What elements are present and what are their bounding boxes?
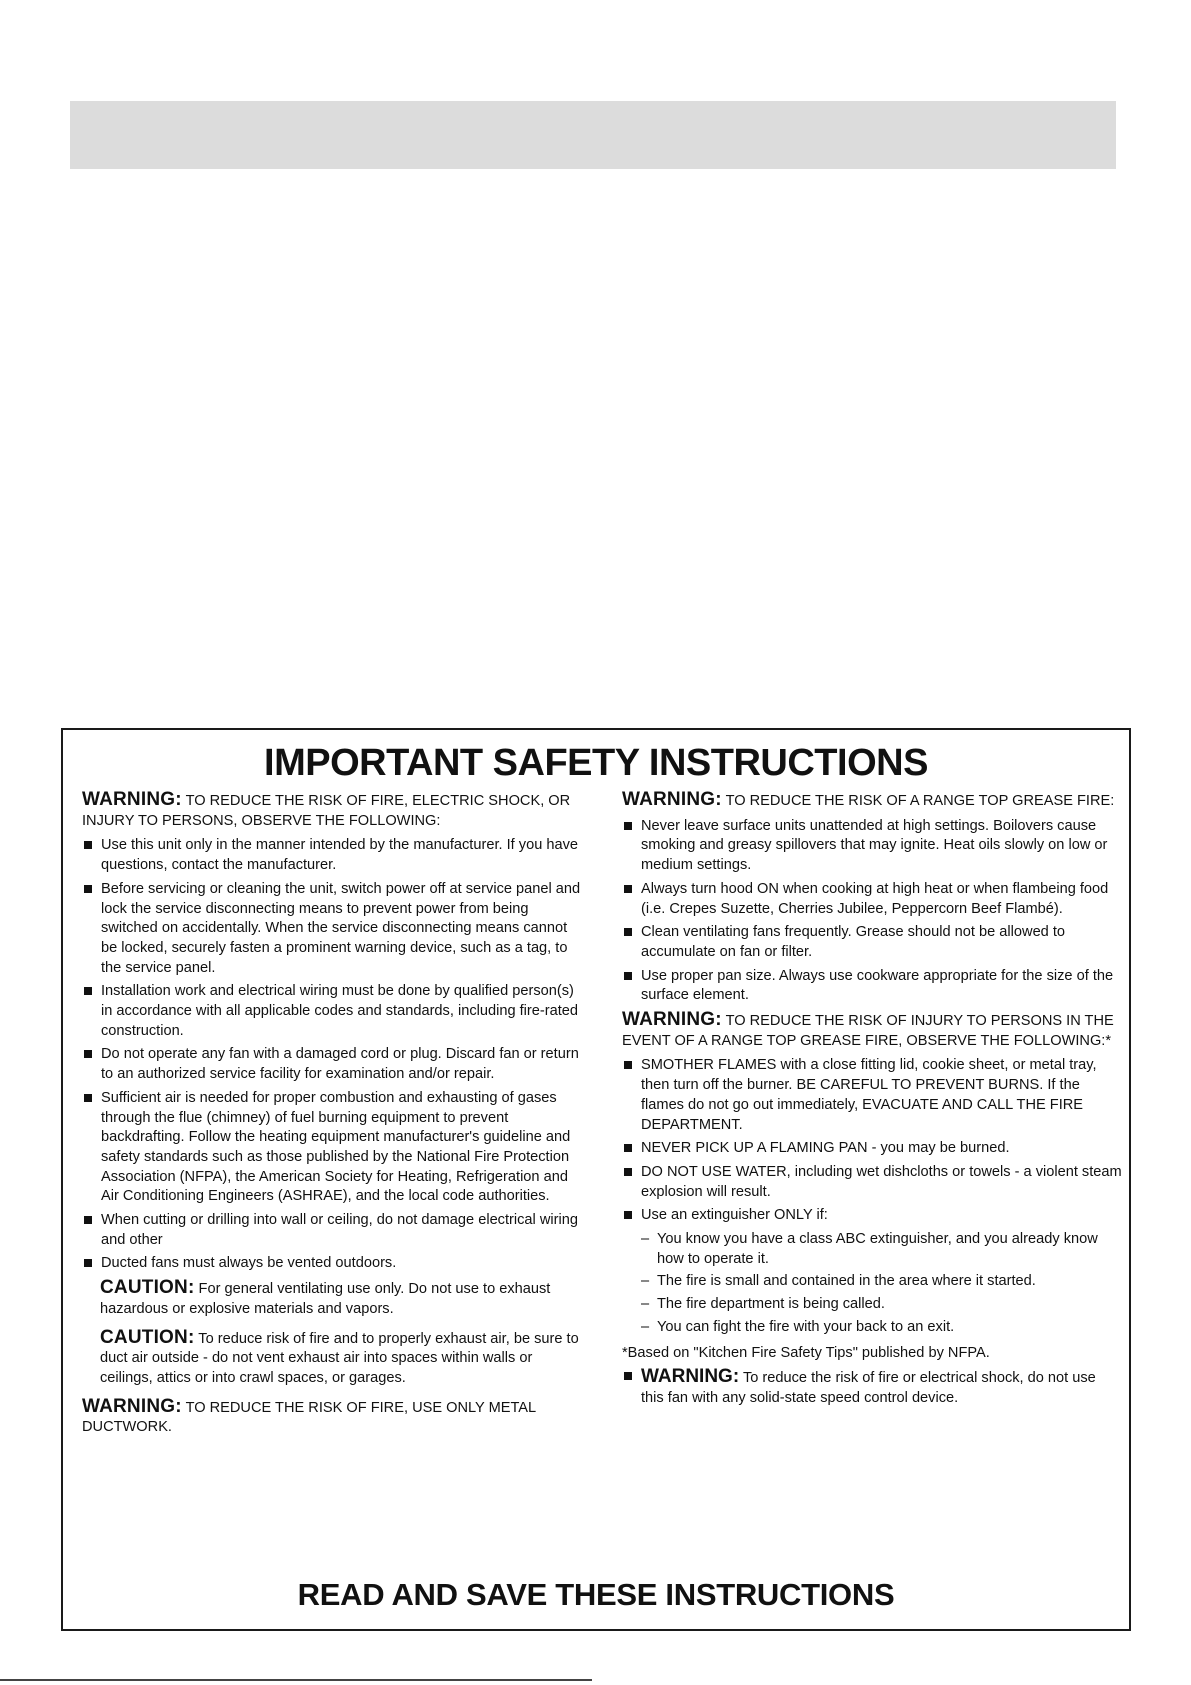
list-item [82,1045,582,1084]
list-item-text: NEVER PICK UP A FLAMING PAN - you may be burned. [641,1140,1010,1157]
square-bullet-icon [624,822,632,830]
sub-list-item [641,1272,1122,1292]
square-bullet-icon [624,928,632,936]
warning-label: WARNING: [622,789,722,810]
list-item-text: Ducted fans must always be vented outdoors. [101,1255,397,1272]
square-bullet-icon [84,1216,92,1224]
sub-list-item-text: The fire is small and contained in the area where it started. [657,1273,1036,1290]
list-item [622,1163,1122,1202]
dash-icon: – [641,1273,650,1290]
footer-rule [0,1679,592,1681]
square-bullet-icon [624,1144,632,1152]
sub-list-item [641,1318,1122,1338]
warning-text: To reduce the risk of fire or electrical shock, do not use this fan with any solid-state speed control device. [641,1370,1096,1406]
injury-warning [622,1010,1122,1051]
list-item-text: DO NOT USE WATER, including wet dishcloths or towels - a violent steam explosion will result. [641,1163,1122,1200]
sub-list-item-text: You know you have a class ABC extinguisher, and you already know how to operate it. [657,1231,1098,1267]
extinguisher-conditions [641,1230,1122,1338]
sub-list-item [641,1295,1122,1315]
dash-icon: – [641,1296,650,1313]
square-bullet-icon [624,1372,632,1380]
list-item [622,1206,1122,1226]
list-item-text: Before servicing or cleaning the unit, switch power off at service panel and lock the service disconnecting means to prevent power from being switched on accidentally. When the service disconnecting means cannot be locked, securely fasten a prominent warning device, such as a tag, to the service panel. [101,880,581,976]
warning-text: TO REDUCE THE RISK OF INJURY TO PERSONS IN THE EVENT OF A RANGE TOP GREASE FIRE, OBSERVE THE FOLLOWING:* [622,1013,1114,1049]
right-column [622,790,1122,1413]
square-bullet-icon [84,1259,92,1267]
warning-label: WARNING: [622,1009,722,1031]
list-item [82,836,582,875]
list-item [622,1139,1122,1159]
square-bullet-icon [84,987,92,995]
list-item [622,817,1122,876]
list-item [622,923,1122,962]
dash-icon: – [641,1318,650,1335]
nfpa-footnote: *Based on "Kitchen Fire Safety Tips" published by NFPA. [622,1344,990,1361]
square-bullet-icon [84,1050,92,1058]
list-item-text: Use proper pan size. Always use cookware appropriate for the size of the surface element. [641,967,1114,1004]
square-bullet-icon [624,1061,632,1069]
caution-text: For general ventilating use only. Do not use to exhaust hazardous or explosive materials and vapors. [100,1281,551,1317]
list-item-text: Always turn hood ON when cooking at high heat or when flambeing food (i.e. Crepes Suzette, Cherries Jubilee, Peppercorn Beef Flambé). [641,880,1109,917]
shock-warning-item [622,1367,1122,1408]
warning-label: WARNING: [82,1395,182,1417]
square-bullet-icon [624,972,632,980]
list-item [82,1089,582,1207]
list-item [622,1056,1122,1135]
intro-warning [82,790,582,831]
caution-ventilating [100,1278,582,1319]
list-item [82,1254,582,1274]
warning-text: TO REDUCE THE RISK OF FIRE, ELECTRIC SHOCK, OR INJURY TO PERSONS, OBSERVE THE FOLLOWING: [82,793,571,829]
list-item [82,982,582,1041]
list-item-text: Clean ventilating fans frequently. Grease should not be allowed to accumulate on fan or filter. [641,924,1066,960]
list-item-text: Never leave surface units unattended at high settings. Boilovers cause smoking and greasy spillovers that may ignite. Heat oils slowly on low or medium settings. [641,817,1108,874]
warning-text: TO REDUCE THE RISK OF A RANGE TOP GREASE FIRE: [725,793,1115,809]
caution-label: CAUTION: [100,1326,195,1348]
safety-footer: READ AND SAVE THESE INSTRUCTIONS [297,1577,895,1612]
list-item-text: When cutting or drilling into wall or ceiling, do not damage electrical wiring and other [101,1212,578,1248]
sub-list-item-text: You can fight the fire with your back to an exit. [657,1318,955,1335]
sub-list-item [641,1230,1122,1269]
list-item-text: Installation work and electrical wiring must be done by qualified person(s) in accordance with all applicable codes and standards, including fire-rated construction. [101,983,579,1039]
list-item-text: Use this unit only in the manner intended by the manufacturer. If you have questions, contact the manufacturer. [101,837,579,874]
square-bullet-icon [624,885,632,893]
square-bullet-icon [84,841,92,849]
ductwork-warning [82,1397,582,1438]
dash-icon: – [641,1231,650,1248]
list-item-text: Sufficient air is needed for proper combustion and exhausting of gases through the flue (chimney) of fuel burning equipment to prevent backdrafting. Follow the heating equipment manufacturer's guideline and safety standards such as those published by the National Fire Protection Association (NFPA), the American Society for Heating, Refrigeration and Air Conditioning Engineers (ASHRAE), and the local code authorities. [101,1089,571,1205]
warning-label: WARNING: [641,1366,740,1388]
left-column [82,790,582,1443]
list-item-text: SMOTHER FLAMES with a close fitting lid, cookie sheet, or metal tray, then turn off the burner. BE CAREFUL TO PREVENT BURNS. If the flames do not go out immediately, EVACUATE AND CALL THE FIRE DEPARTMENT. [641,1057,1097,1133]
caution-text: To reduce risk of fire and to properly exhaust air, be sure to duct air outside - do not vent exhaust air into spaces within walls or ceilings, attics or into crawl spaces, or garages. [100,1330,579,1386]
list-item [82,880,582,979]
caution-exhaust [100,1328,582,1389]
warning-label: WARNING: [82,789,182,810]
list-item-text: Do not operate any fan with a damaged cord or plug. Discard fan or return to an authorized service facility for examination and/or repair. [101,1046,579,1083]
caution-label: CAUTION: [100,1277,195,1299]
safety-instructions-box [61,728,1131,1631]
list-item [622,880,1122,919]
square-bullet-icon [624,1168,632,1176]
list-item-text: Use an extinguisher ONLY if: [641,1207,828,1224]
square-bullet-icon [624,1211,632,1219]
square-bullet-icon [84,885,92,893]
square-bullet-icon [84,1094,92,1102]
list-item [622,967,1122,1006]
grease-fire-warning [622,790,1122,812]
sub-list-item-text: The fire department is being called. [657,1296,885,1313]
warning-text: TO REDUCE THE RISK OF FIRE, USE ONLY METAL DUCTWORK. [82,1399,536,1436]
list-item [82,1211,582,1250]
safety-title: IMPORTANT SAFETY INSTRUCTIONS [264,742,928,784]
header-bar [70,101,1116,169]
